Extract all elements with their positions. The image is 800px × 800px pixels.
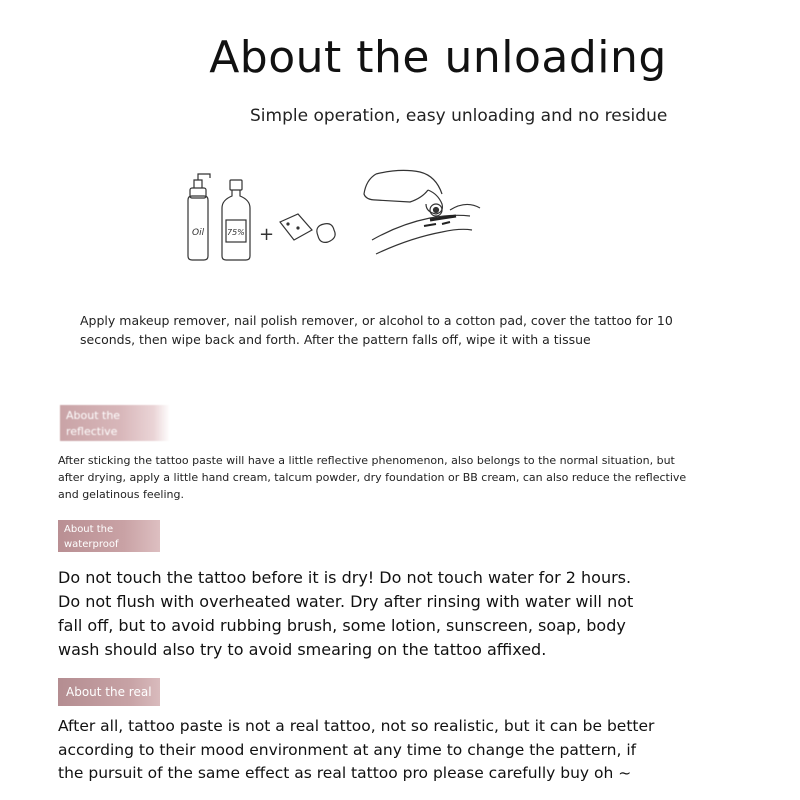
tag-line: waterproof (64, 539, 119, 550)
page-title: About the unloading (209, 32, 667, 83)
real-text: After all, tattoo paste is not a real tattoo, not so realistic, but it can be better according to their mood environment at any time to change the pattern, if the pursuit of the same effect as real tattoo pro please carefully buy oh ~ (58, 717, 655, 782)
unloading-instructions: Apply makeup remover, nail polish remover, or alcohol to a cotton pad, cover the tattoo for 10 seconds, then wipe back and forth. After the pattern falls off, wipe it with a tissue (80, 313, 673, 347)
page-subtitle: Simple operation, easy unloading and no residue (250, 106, 668, 126)
cotton-pad-icon (280, 214, 312, 240)
alcohol-label: 75% (227, 228, 245, 237)
oil-label: Oil (192, 228, 205, 238)
cotton-ball-icon (317, 224, 335, 243)
section-tag-waterproof (58, 520, 160, 552)
section-tag-reflective (60, 405, 170, 441)
hand-wiping-icon (364, 170, 480, 254)
oil-bottle-icon (188, 174, 210, 260)
tag-line: About the (66, 409, 121, 422)
removal-illustration (180, 160, 500, 270)
plus-icon: + (259, 224, 275, 245)
tag-line: About the (64, 524, 114, 535)
reflective-text: After sticking the tattoo paste will have a little reflective phenomenon, also belongs to the normal situation, but after drying, apply a little hand cream, talcum powder, dry foundation or BB cream, can also reduce the reflective and gelatinous feeling. (58, 454, 687, 501)
section-tag-real: About the real (58, 678, 160, 706)
alcohol-bottle-icon (222, 180, 250, 260)
waterproof-text: Do not touch the tattoo before it is dry! Do not touch water for 2 hours. Do not flush with overheated water. Dry after rinsing with water will not fall off, but to avoid rubbing brush, some lotion, sunscreen, soap, body wash should also try to avoid smearing on the tattoo affixed. (58, 568, 634, 659)
tag-line: reflective (66, 425, 118, 438)
